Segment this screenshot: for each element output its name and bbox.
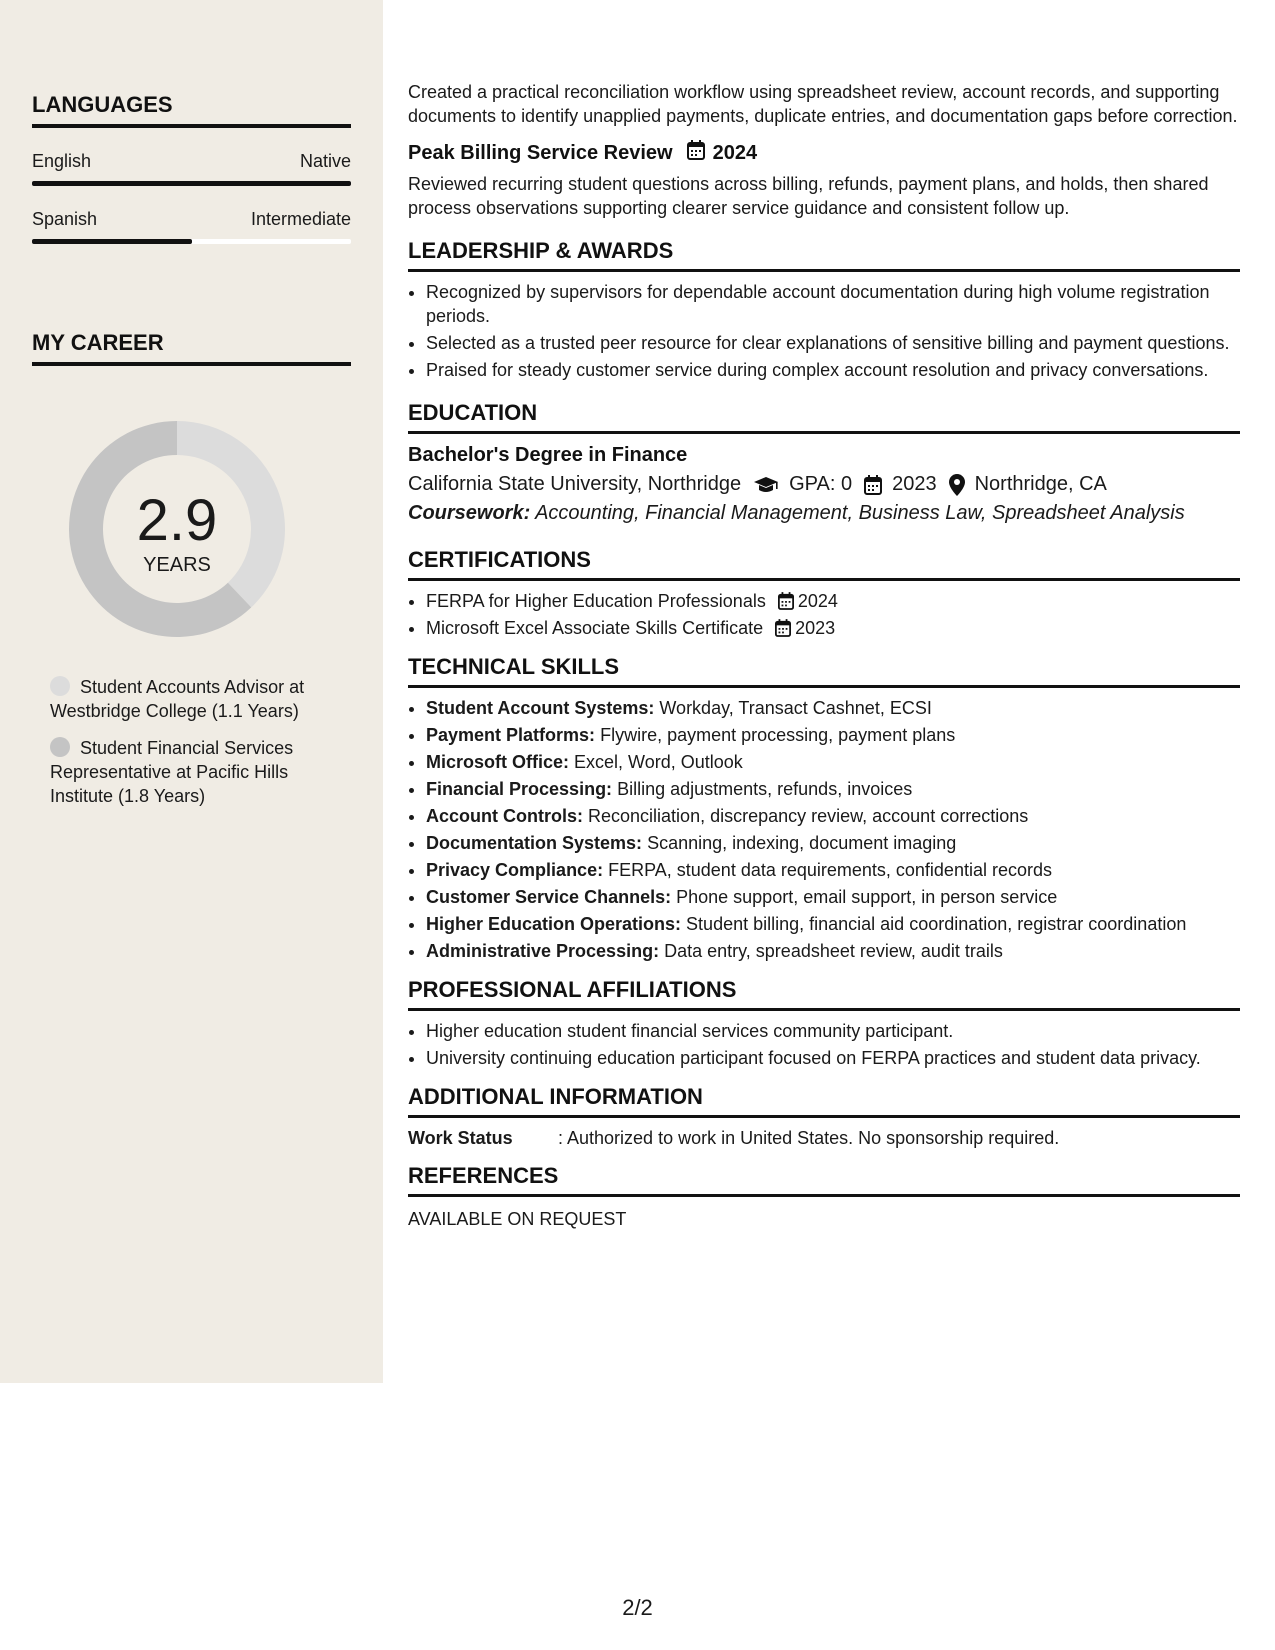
skill-label: Account Controls:: [426, 806, 583, 826]
list-item: [426, 858, 1240, 882]
education-gpa: GPA: 0: [789, 473, 853, 495]
career-legend-item: [50, 736, 350, 808]
language-name: Spanish: [32, 209, 98, 229]
language-level: Intermediate: [250, 209, 351, 229]
certification-name: • Microsoft Excel Associate Skills Certificate: [426, 618, 764, 638]
legend-dot-icon: [50, 676, 70, 696]
skill-value: Flywire, payment processing, payment plans: [600, 725, 956, 745]
project-title-row: [408, 140, 1240, 166]
calendar-icon: [687, 140, 705, 166]
main-content: [408, 80, 1240, 1230]
language-name: English: [32, 151, 92, 171]
education-details: [408, 473, 1240, 496]
certifications-list: [408, 589, 1240, 640]
skill-label: Administrative Processing:: [426, 941, 660, 961]
list-item: [426, 750, 1240, 774]
career-legend-text: Student Accounts Advisor at Westbridge College (1.1 Years): [50, 677, 305, 721]
career-years-unit: YEARS: [143, 554, 211, 576]
career-donut-center: [62, 414, 292, 644]
list-item: [426, 804, 1240, 828]
skill-value: Phone support, email support, in person service: [676, 887, 1058, 907]
skill-label: Higher Education Operations:: [426, 914, 682, 934]
work-status-value: : Authorized to work in United States. No sponsorship required.: [558, 1128, 1060, 1148]
list-item: • University continuing education participant focused on FERPA practices and student data privacy.: [426, 1046, 1240, 1070]
project-title: Peak Billing Service Review: [408, 141, 673, 164]
list-item: [426, 912, 1240, 936]
education-school: California State University, Northridge: [408, 473, 742, 495]
references-text: AVAILABLE ON REQUEST: [408, 1209, 627, 1229]
language-item: [32, 209, 351, 244]
list-item: [426, 589, 1240, 613]
work-status-label: Work Status: [408, 1128, 513, 1148]
languages-section: [32, 92, 351, 244]
language-proficiency-bar: [32, 181, 351, 186]
list-item: • Recognized by supervisors for dependable account documentation during high volume registration periods.: [426, 280, 1240, 328]
education-degree: Bachelor's Degree in Finance: [408, 444, 688, 466]
leadership-heading: LEADERSHIP & AWARDS: [408, 238, 1240, 272]
career-legend-item: [50, 675, 350, 723]
skill-label: Financial Processing:: [426, 779, 613, 799]
language-item: [32, 151, 351, 186]
education-coursework: [408, 502, 1240, 525]
language-proficiency-fill: [32, 239, 192, 244]
list-item: [426, 885, 1240, 909]
leadership-list: [408, 280, 1240, 382]
affiliations-list: [408, 1019, 1240, 1070]
certifications-heading: CERTIFICATIONS: [408, 547, 1240, 581]
coursework-text: Accounting, Financial Management, Business Law, Spreadsheet Analysis: [535, 502, 1185, 524]
skill-value: Data entry, spreadsheet review, audit trails: [664, 941, 1003, 961]
language-level: Native: [299, 151, 351, 171]
project-intro-paragraph: Created a practical reconciliation workflow using spreadsheet review, account records, and supporting documents to identify unapplied payments, duplicate entries, and documentation gaps before correction.: [408, 82, 1238, 126]
list-item: • Higher education student financial services community participant.: [426, 1019, 1240, 1043]
career-total-years: 2.9: [136, 488, 218, 553]
list-item: [426, 939, 1240, 963]
skill-label: Customer Service Channels:: [426, 887, 672, 907]
certification-year: 2024: [797, 591, 838, 611]
list-item: [426, 777, 1240, 801]
calendar-icon: [864, 475, 882, 495]
list-item: [426, 696, 1240, 720]
calendar-icon: [778, 592, 794, 610]
calendar-icon: [775, 619, 791, 637]
certification-year: 2023: [795, 618, 836, 638]
skill-value: Workday, Transact Cashnet, ECSI: [659, 698, 932, 718]
education-year: 2023: [892, 473, 937, 495]
skill-label: Microsoft Office:: [426, 752, 570, 772]
references-heading: REFERENCES: [408, 1163, 1240, 1197]
skill-value: FERPA, student data requirements, confidential records: [608, 860, 1052, 880]
work-status-row: [408, 1128, 1240, 1149]
list-item: [426, 723, 1240, 747]
language-proficiency-fill: [32, 181, 351, 186]
page-number: 2/2: [622, 1595, 653, 1620]
skill-value: Scanning, indexing, document imaging: [647, 833, 957, 853]
project-description: Reviewed recurring student questions across billing, refunds, payment plans, and holds, then shared process observations supporting clearer service guidance and consistent follow up.: [408, 174, 1209, 218]
list-item: • Praised for steady customer service during complex account resolution and privacy conversations.: [426, 358, 1240, 382]
coursework-label: Coursework:: [408, 502, 531, 524]
career-heading: MY CAREER: [32, 330, 351, 366]
skill-value: Excel, Word, Outlook: [574, 752, 743, 772]
legend-dot-icon: [50, 737, 70, 757]
affiliations-heading: PROFESSIONAL AFFILIATIONS: [408, 977, 1240, 1011]
list-item: [426, 831, 1240, 855]
technical-skills-heading: TECHNICAL SKILLS: [408, 654, 1240, 688]
language-proficiency-bar: [32, 239, 351, 244]
skill-value: Student billing, financial aid coordination, registrar coordination: [686, 914, 1187, 934]
additional-info-heading: ADDITIONAL INFORMATION: [408, 1084, 1240, 1118]
list-item: [426, 616, 1240, 640]
career-donut-chart: [32, 410, 351, 650]
career-legend: [50, 675, 350, 821]
sidebar: [0, 0, 383, 1383]
languages-heading: LANGUAGES: [32, 92, 351, 128]
skills-list: [408, 696, 1240, 963]
graduation-cap-icon: [753, 476, 779, 494]
skill-label: Documentation Systems:: [426, 833, 643, 853]
skill-label: Privacy Compliance:: [426, 860, 604, 880]
career-legend-text: Student Financial Services Representative at Pacific Hills Institute (1.8 Years): [50, 738, 294, 806]
skill-value: Reconciliation, discrepancy review, account corrections: [588, 806, 1029, 826]
education-heading: EDUCATION: [408, 400, 1240, 434]
skill-label: Payment Platforms:: [426, 725, 596, 745]
project-year: 2024: [712, 141, 758, 164]
education-location: Northridge, CA: [974, 473, 1107, 495]
career-section: [32, 330, 351, 366]
certification-name: • FERPA for Higher Education Professionals: [426, 591, 766, 611]
skill-value: Billing adjustments, refunds, invoices: [617, 779, 913, 799]
location-pin-icon: [949, 474, 965, 496]
skill-label: Student Account Systems:: [426, 698, 655, 718]
list-item: • Selected as a trusted peer resource for clear explanations of sensitive billing and payment questions.: [426, 331, 1240, 355]
